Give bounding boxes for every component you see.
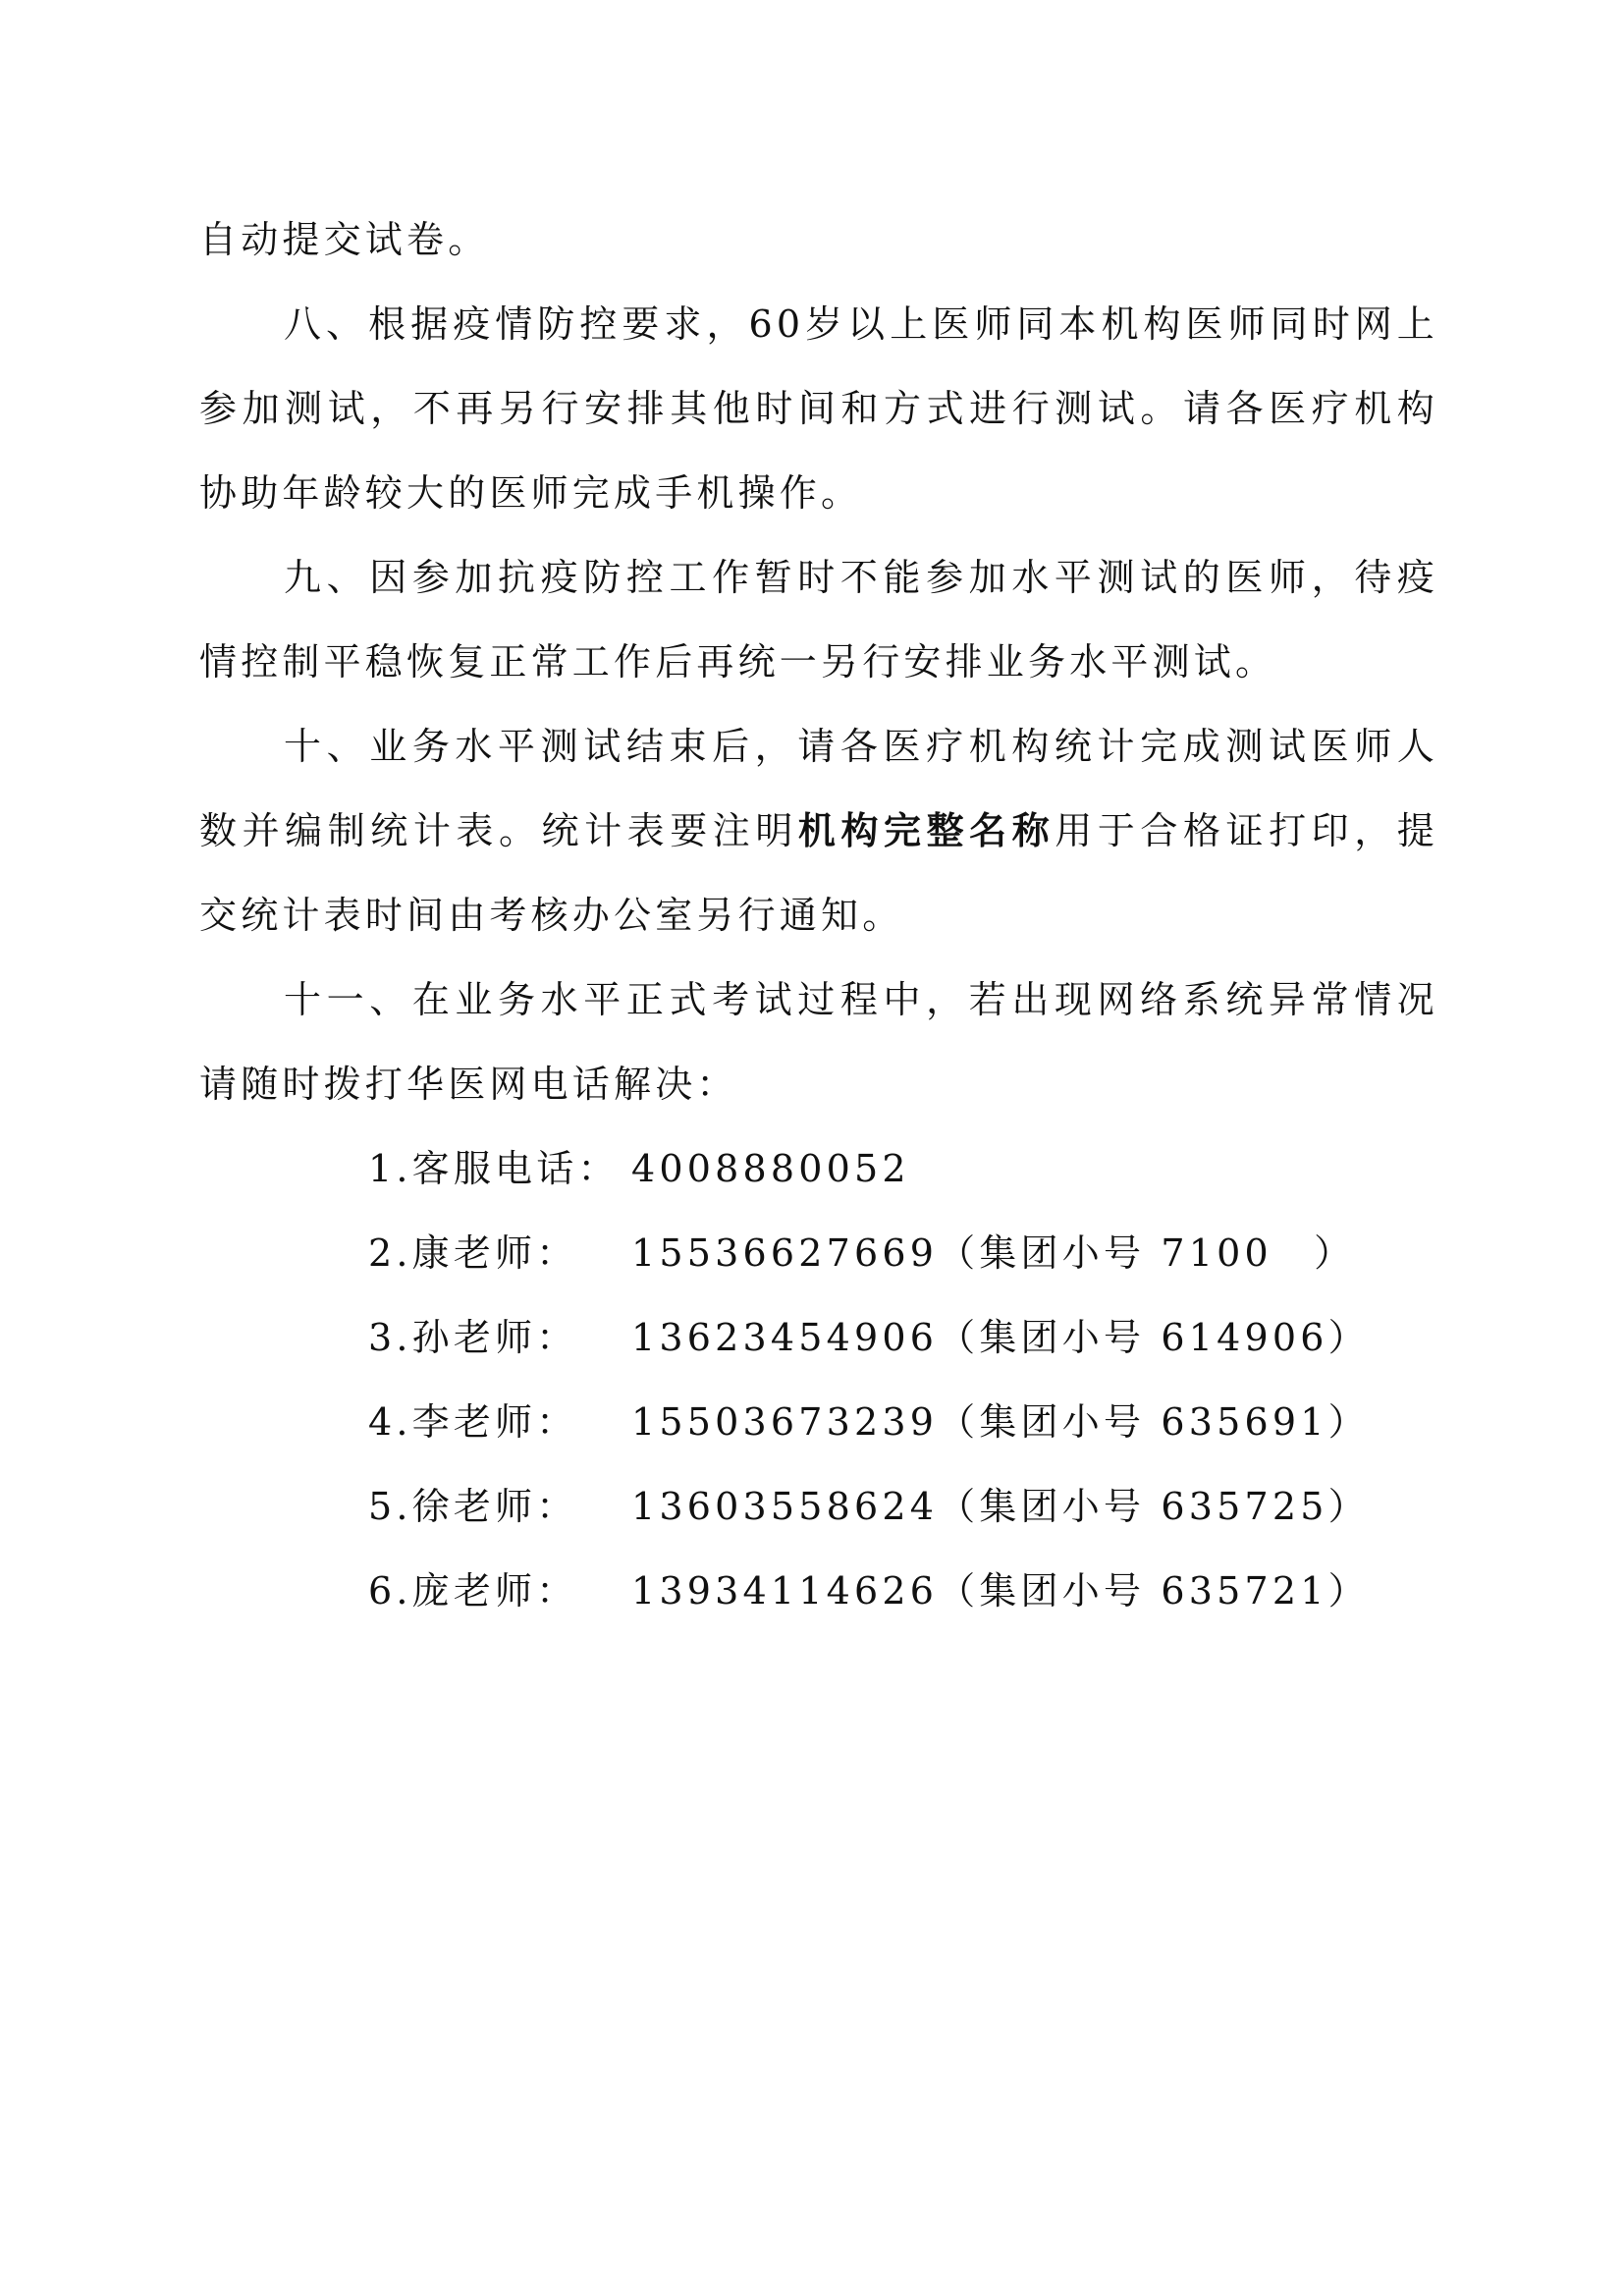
paragraph-item-eight: 八、根据疫情防控要求，60岁以上医师同本机构医师同时网上参加测试，不再另行安排其他时间和方式进行测试。请各医疗机构协助年龄较大的医师完成手机操作。 [199,302,1438,515]
contact-label: 1.客服电话： [368,1147,620,1190]
document-body [199,197,1438,1633]
contact-phone: 13623454906（集团小号 614906） [631,1316,1370,1359]
paragraph-auto-submit: 自动提交试卷。 [199,218,490,261]
paragraph-item-ten [199,704,1438,957]
paragraph-item-nine: 九、因参加抗疫防控工作暂时不能参加水平测试的医师，待疫情控制平稳恢复正常工作后再统一另行安排业务水平测试。 [199,556,1438,683]
contact-item [199,1211,1438,1295]
contact-item [199,1549,1438,1633]
item-ten-text-after: 用于合格证打印，提交统计表时间由考核办公室另行通知。 [199,809,1438,937]
contact-label: 6.庞老师： [368,1569,578,1613]
contact-label: 3.孙老师： [368,1316,578,1359]
contact-phone: 4008880052 [631,1147,910,1190]
paragraph-item-eleven: 十一、在业务水平正式考试过程中，若出现网络系统异常情况请随时拨打华医网电话解决： [199,978,1438,1106]
contact-item [199,1295,1438,1380]
contact-phone: 15536627669（集团小号 7100 ） [631,1231,1356,1275]
contact-item [199,1126,1438,1211]
contact-item [199,1464,1438,1549]
contact-phone: 13934114626（集团小号 635721） [631,1569,1370,1613]
contact-label: 2.康老师： [368,1231,578,1275]
contact-label: 4.李老师： [368,1400,578,1444]
contact-item [199,1380,1438,1464]
contact-list [199,1126,1438,1633]
contact-phone: 15503673239（集团小号 635691） [631,1400,1370,1444]
item-ten-emphasis: 机构完整名称 [797,809,1055,852]
contact-phone: 13603558624（集团小号 635725） [631,1485,1370,1528]
contact-label: 5.徐老师： [368,1485,578,1528]
item-ten-text-before: 十、业务水平测试结束后，请各医疗机构统计完成测试医师人数并编制统计表。统计表要注明 [199,725,1438,852]
